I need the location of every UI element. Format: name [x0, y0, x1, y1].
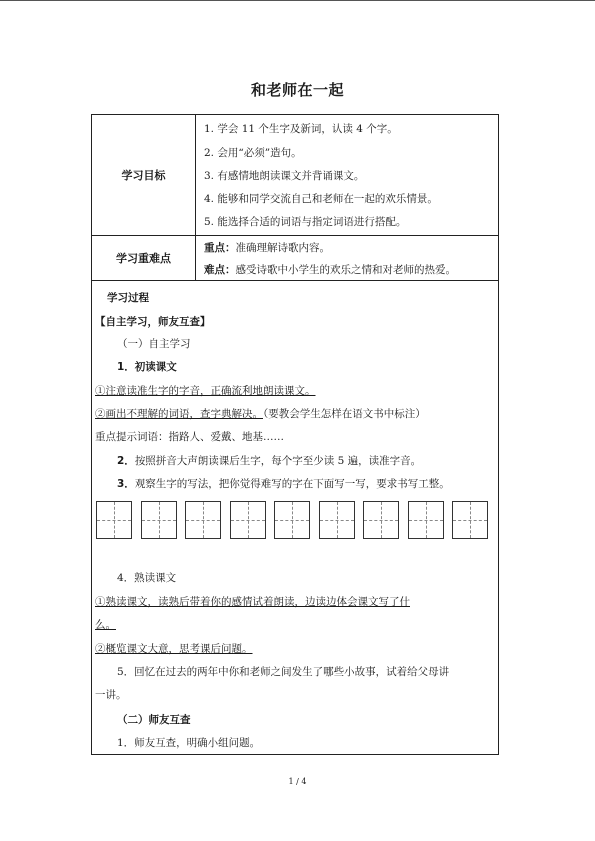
subsection-peer-check: （二）师友互查: [117, 714, 191, 726]
page-number: 1 / 4: [288, 777, 307, 786]
step-3-text: 观察生字的写法，把你觉得难写的字在下面写一写，要求书写工整。: [134, 478, 450, 490]
objective-item: 2. 会用“必须”造句。: [204, 147, 302, 159]
step-3-number: 3．: [117, 478, 135, 490]
grid-guide-horizontal: [409, 520, 443, 521]
objective-item: 5. 能选择合适的词语与指定词语进行搭配。: [204, 216, 407, 228]
objective-item: 1. 学会 11 个生字及新词，认读 4 个字。: [204, 123, 398, 135]
step-4-a-line2: 么。: [95, 619, 116, 631]
key-points-row: [92, 236, 498, 281]
grid-guide-horizontal: [275, 520, 309, 521]
step-6: 1．师友互查，明确小组问题。: [117, 737, 261, 749]
step-5-line2: 一讲。: [95, 689, 127, 701]
page-title: 和老师在一起: [250, 81, 344, 99]
step-2-text: 按照拼音大声朗读课后生字，每个字至少读 5 遍，读准字音。: [134, 455, 422, 467]
grid-guide-horizontal: [142, 520, 176, 521]
key-point-line: [204, 240, 330, 255]
step-1-b-note: （要教会学生怎样在语文书中标注）: [263, 408, 426, 420]
section-self-study: 【自主学习，师友互查】: [95, 316, 211, 328]
step-4-a-line1: ①熟读课文，读熟后带着你的感情试着朗读，边读边体会课文写了什: [95, 596, 410, 608]
difficulty-line: [204, 262, 456, 277]
difficulty-text: 感受诗歌中小学生的欢乐之情和对老师的热爱。: [235, 264, 456, 276]
grid-guide-horizontal: [97, 520, 131, 521]
lesson-table: [91, 114, 499, 755]
writing-grid-cell[interactable]: [96, 501, 132, 539]
step-1-b: [95, 406, 426, 421]
writing-grid-cell[interactable]: [408, 501, 444, 539]
grid-guide-horizontal: [186, 520, 220, 521]
step-2-number: 2．: [117, 455, 135, 467]
writing-grid-cell[interactable]: [319, 501, 355, 539]
difficulty-label: 难点：: [204, 264, 236, 276]
step-1-a: ①注意读准生字的字音，正确流利地朗读课文。: [95, 385, 316, 397]
key-points-content: [196, 236, 498, 280]
top-rule: [0, 0, 595, 1]
step-4: 4．熟读课文: [117, 572, 177, 584]
writing-grid-cell[interactable]: [274, 501, 310, 539]
step-1-b-underlined: ②画出不理解的词语，查字典解决。: [95, 408, 263, 420]
writing-grid-cell[interactable]: [185, 501, 221, 539]
grid-guide-horizontal: [453, 520, 487, 521]
hint-words: 重点提示词语：指路人、爱戴、地基……: [95, 431, 284, 443]
objectives-content: [196, 115, 498, 235]
step-5-line1: 5．回忆在过去的两年中你和老师之间发生了哪些小故事，试着给父母讲: [117, 666, 450, 678]
step-4-b: ②概览课文大意，思考课后问题。: [95, 643, 253, 655]
objectives-label: 学习目标: [92, 115, 196, 235]
writing-grid-cell[interactable]: [452, 501, 488, 539]
writing-grid-cell[interactable]: [230, 501, 266, 539]
objective-item: 3. 有感情地朗读课文并背诵课文。: [204, 170, 365, 182]
objectives-row: [92, 115, 498, 236]
step-2: [117, 453, 421, 468]
grid-guide-horizontal: [231, 520, 265, 521]
objective-item: 4. 能够和同学交流自己和老师在一起的欢乐情景。: [204, 193, 438, 205]
step-1: 1．初读课文: [117, 361, 177, 373]
step-3: [117, 476, 450, 491]
subsection-self-study: （一）自主学习: [117, 338, 191, 350]
key-points-label: 学习重难点: [92, 236, 196, 280]
process-heading: 学习过程: [107, 292, 149, 304]
grid-guide-horizontal: [320, 520, 354, 521]
grid-guide-horizontal: [364, 520, 398, 521]
writing-grid-cell[interactable]: [363, 501, 399, 539]
writing-grid-cell[interactable]: [141, 501, 177, 539]
key-point-label: 重点：: [204, 242, 236, 254]
key-point-text: 准确理解诗歌内容。: [235, 242, 330, 254]
